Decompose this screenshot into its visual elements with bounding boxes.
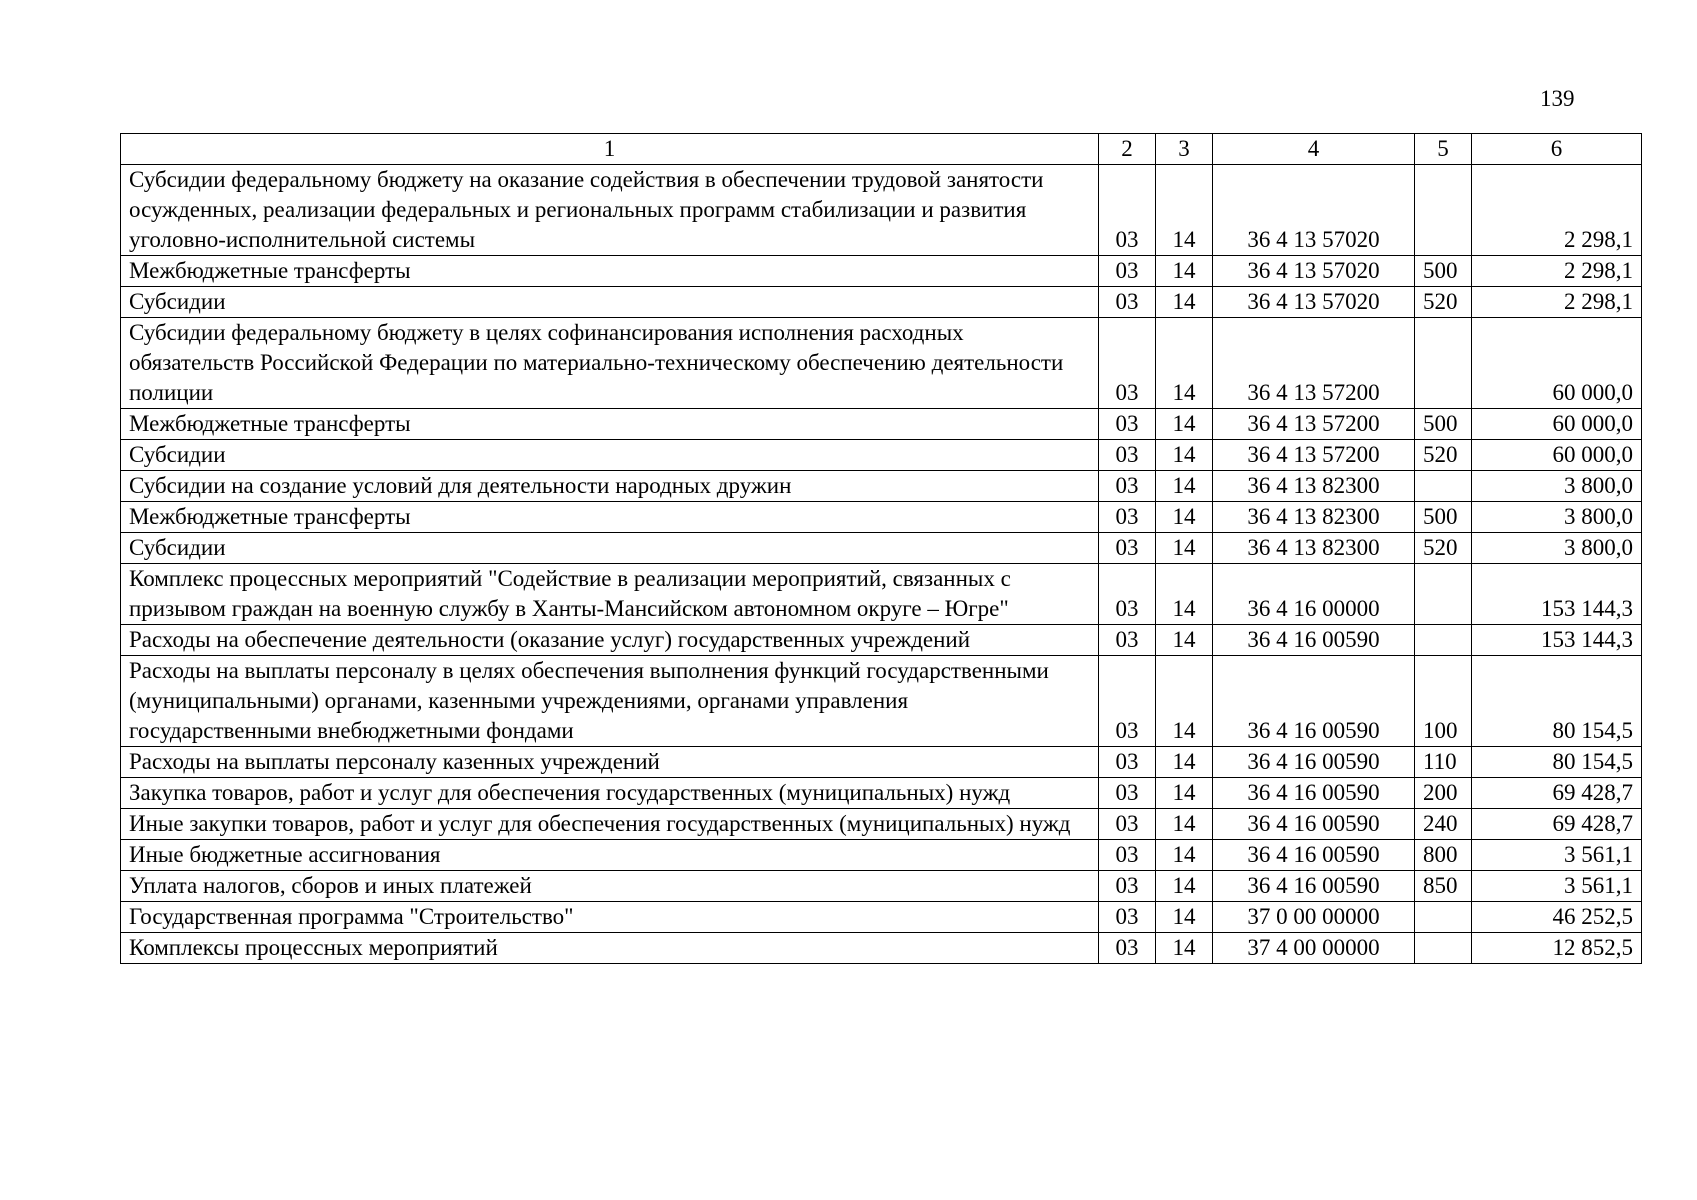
- row-amount-cell: 12 852,5: [1472, 933, 1642, 964]
- row-target-code-cell: 36 4 13 82300: [1213, 533, 1415, 564]
- row-name-cell: Межбюджетные трансферты: [121, 256, 1099, 287]
- row-name-cell: Межбюджетные трансферты: [121, 409, 1099, 440]
- row-amount-cell: 153 144,3: [1472, 564, 1642, 625]
- row-target-code-cell: 36 4 16 00590: [1213, 809, 1415, 840]
- row-subsection-cell: 14: [1156, 809, 1213, 840]
- row-section-cell: 03: [1099, 409, 1156, 440]
- row-section-cell: 03: [1099, 256, 1156, 287]
- row-section-cell: 03: [1099, 809, 1156, 840]
- row-amount-cell: 153 144,3: [1472, 625, 1642, 656]
- budget-table: [120, 133, 1642, 964]
- row-target-code-cell: 36 4 13 82300: [1213, 502, 1415, 533]
- row-target-code-cell: 36 4 13 57020: [1213, 165, 1415, 256]
- row-expense-type-cell: 520: [1415, 440, 1472, 471]
- row-target-code-cell: 36 4 13 82300: [1213, 471, 1415, 502]
- table-row: [121, 656, 1642, 747]
- table-row: [121, 440, 1642, 471]
- table-row: [121, 871, 1642, 902]
- row-name-cell: Иные бюджетные ассигнования: [121, 840, 1099, 871]
- row-section-cell: 03: [1099, 902, 1156, 933]
- row-section-cell: 03: [1099, 533, 1156, 564]
- row-amount-cell: 3 800,0: [1472, 471, 1642, 502]
- row-subsection-cell: 14: [1156, 902, 1213, 933]
- row-subsection-cell: 14: [1156, 933, 1213, 964]
- row-target-code-cell: 36 4 16 00590: [1213, 778, 1415, 809]
- row-expense-type-cell: [1415, 933, 1472, 964]
- row-name-cell: Субсидии: [121, 440, 1099, 471]
- row-subsection-cell: 14: [1156, 564, 1213, 625]
- row-section-cell: 03: [1099, 318, 1156, 409]
- table-row: [121, 840, 1642, 871]
- row-target-code-cell: 36 4 16 00590: [1213, 871, 1415, 902]
- row-section-cell: 03: [1099, 502, 1156, 533]
- row-target-code-cell: 37 4 00 00000: [1213, 933, 1415, 964]
- row-amount-cell: 3 800,0: [1472, 533, 1642, 564]
- row-section-cell: 03: [1099, 165, 1156, 256]
- row-name-cell: Субсидии: [121, 287, 1099, 318]
- table-row: [121, 533, 1642, 564]
- row-subsection-cell: 14: [1156, 778, 1213, 809]
- row-subsection-cell: 14: [1156, 840, 1213, 871]
- table-row: [121, 502, 1642, 533]
- row-expense-type-cell: 100: [1415, 656, 1472, 747]
- row-subsection-cell: 14: [1156, 287, 1213, 318]
- row-section-cell: 03: [1099, 471, 1156, 502]
- row-amount-cell: 3 561,1: [1472, 840, 1642, 871]
- row-section-cell: 03: [1099, 625, 1156, 656]
- header-cell: 2: [1099, 134, 1156, 165]
- row-name-cell: Расходы на выплаты персоналу казенных учреждений: [121, 747, 1099, 778]
- row-expense-type-cell: 800: [1415, 840, 1472, 871]
- row-target-code-cell: 36 4 16 00000: [1213, 564, 1415, 625]
- row-expense-type-cell: 500: [1415, 502, 1472, 533]
- row-expense-type-cell: [1415, 318, 1472, 409]
- row-subsection-cell: 14: [1156, 871, 1213, 902]
- row-target-code-cell: 36 4 13 57200: [1213, 409, 1415, 440]
- row-subsection-cell: 14: [1156, 318, 1213, 409]
- row-amount-cell: 80 154,5: [1472, 656, 1642, 747]
- table-row: [121, 902, 1642, 933]
- row-name-cell: Закупка товаров, работ и услуг для обеспечения государственных (муниципальных) нужд: [121, 778, 1099, 809]
- row-amount-cell: 2 298,1: [1472, 256, 1642, 287]
- row-expense-type-cell: [1415, 165, 1472, 256]
- page-number: 139: [1540, 86, 1575, 111]
- row-name-cell: Расходы на обеспечение деятельности (оказание услуг) государственных учреждений: [121, 625, 1099, 656]
- table-row: [121, 256, 1642, 287]
- table-row: [121, 933, 1642, 964]
- row-name-cell: Уплата налогов, сборов и иных платежей: [121, 871, 1099, 902]
- row-amount-cell: 2 298,1: [1472, 287, 1642, 318]
- row-amount-cell: 3 561,1: [1472, 871, 1642, 902]
- row-expense-type-cell: 500: [1415, 409, 1472, 440]
- row-amount-cell: 80 154,5: [1472, 747, 1642, 778]
- row-subsection-cell: 14: [1156, 502, 1213, 533]
- row-section-cell: 03: [1099, 871, 1156, 902]
- row-name-cell: Субсидии на создание условий для деятельности народных дружин: [121, 471, 1099, 502]
- table-header-row: [121, 134, 1642, 165]
- row-name-cell: Субсидии федеральному бюджету на оказание содействия в обеспечении трудовой занятости осужденных, реализации федеральных и региональных программ стабилизации и развития уголовно-исполнительной системы: [121, 165, 1099, 256]
- row-expense-type-cell: 240: [1415, 809, 1472, 840]
- row-expense-type-cell: [1415, 564, 1472, 625]
- row-amount-cell: 3 800,0: [1472, 502, 1642, 533]
- row-target-code-cell: 36 4 16 00590: [1213, 625, 1415, 656]
- table-row: [121, 747, 1642, 778]
- row-target-code-cell: 36 4 16 00590: [1213, 747, 1415, 778]
- row-section-cell: 03: [1099, 564, 1156, 625]
- row-expense-type-cell: 520: [1415, 287, 1472, 318]
- row-target-code-cell: 36 4 13 57020: [1213, 256, 1415, 287]
- row-section-cell: 03: [1099, 778, 1156, 809]
- row-section-cell: 03: [1099, 656, 1156, 747]
- row-name-cell: Государственная программа "Строительство": [121, 902, 1099, 933]
- row-name-cell: Расходы на выплаты персоналу в целях обеспечения выполнения функций государственными (муниципальными) органами, казенными учреждениями, органами управления государственными внебюджетными фондами: [121, 656, 1099, 747]
- table-row: [121, 318, 1642, 409]
- row-amount-cell: 60 000,0: [1472, 409, 1642, 440]
- table-row: [121, 778, 1642, 809]
- row-expense-type-cell: [1415, 471, 1472, 502]
- row-subsection-cell: 14: [1156, 656, 1213, 747]
- row-amount-cell: 69 428,7: [1472, 809, 1642, 840]
- row-section-cell: 03: [1099, 747, 1156, 778]
- row-section-cell: 03: [1099, 440, 1156, 471]
- header-cell: 6: [1472, 134, 1642, 165]
- row-expense-type-cell: 110: [1415, 747, 1472, 778]
- header-cell: 3: [1156, 134, 1213, 165]
- row-name-cell: Иные закупки товаров, работ и услуг для обеспечения государственных (муниципальных) нужд: [121, 809, 1099, 840]
- row-target-code-cell: 36 4 13 57200: [1213, 440, 1415, 471]
- table-row: [121, 564, 1642, 625]
- row-subsection-cell: 14: [1156, 533, 1213, 564]
- row-expense-type-cell: 500: [1415, 256, 1472, 287]
- row-subsection-cell: 14: [1156, 256, 1213, 287]
- row-section-cell: 03: [1099, 840, 1156, 871]
- row-name-cell: Субсидии федеральному бюджету в целях софинансирования исполнения расходных обязательств Российской Федерации по материально-техническому обеспечению деятельности полиции: [121, 318, 1099, 409]
- row-amount-cell: 2 298,1: [1472, 165, 1642, 256]
- header-cell: 5: [1415, 134, 1472, 165]
- row-subsection-cell: 14: [1156, 165, 1213, 256]
- table-row: [121, 809, 1642, 840]
- row-name-cell: Комплекс процессных мероприятий "Содействие в реализации мероприятий, связанных с призывом граждан на военную службу в Ханты-Мансийском автономном округе – Югре": [121, 564, 1099, 625]
- row-section-cell: 03: [1099, 287, 1156, 318]
- table-row: [121, 625, 1642, 656]
- row-subsection-cell: 14: [1156, 625, 1213, 656]
- table-row: [121, 409, 1642, 440]
- row-subsection-cell: 14: [1156, 409, 1213, 440]
- header-cell: 4: [1213, 134, 1415, 165]
- row-subsection-cell: 14: [1156, 747, 1213, 778]
- row-amount-cell: 60 000,0: [1472, 440, 1642, 471]
- header-cell: 1: [121, 134, 1099, 165]
- row-expense-type-cell: 200: [1415, 778, 1472, 809]
- row-expense-type-cell: 850: [1415, 871, 1472, 902]
- row-section-cell: 03: [1099, 933, 1156, 964]
- row-expense-type-cell: [1415, 902, 1472, 933]
- row-target-code-cell: 36 4 13 57020: [1213, 287, 1415, 318]
- row-target-code-cell: 36 4 13 57200: [1213, 318, 1415, 409]
- row-name-cell: Субсидии: [121, 533, 1099, 564]
- row-name-cell: Межбюджетные трансферты: [121, 502, 1099, 533]
- row-target-code-cell: 37 0 00 00000: [1213, 902, 1415, 933]
- row-amount-cell: 60 000,0: [1472, 318, 1642, 409]
- table-row: [121, 287, 1642, 318]
- row-amount-cell: 69 428,7: [1472, 778, 1642, 809]
- row-expense-type-cell: 520: [1415, 533, 1472, 564]
- row-target-code-cell: 36 4 16 00590: [1213, 840, 1415, 871]
- row-target-code-cell: 36 4 16 00590: [1213, 656, 1415, 747]
- table-row: [121, 471, 1642, 502]
- row-expense-type-cell: [1415, 625, 1472, 656]
- row-subsection-cell: 14: [1156, 471, 1213, 502]
- row-subsection-cell: 14: [1156, 440, 1213, 471]
- row-amount-cell: 46 252,5: [1472, 902, 1642, 933]
- table-row: [121, 165, 1642, 256]
- row-name-cell: Комплексы процессных мероприятий: [121, 933, 1099, 964]
